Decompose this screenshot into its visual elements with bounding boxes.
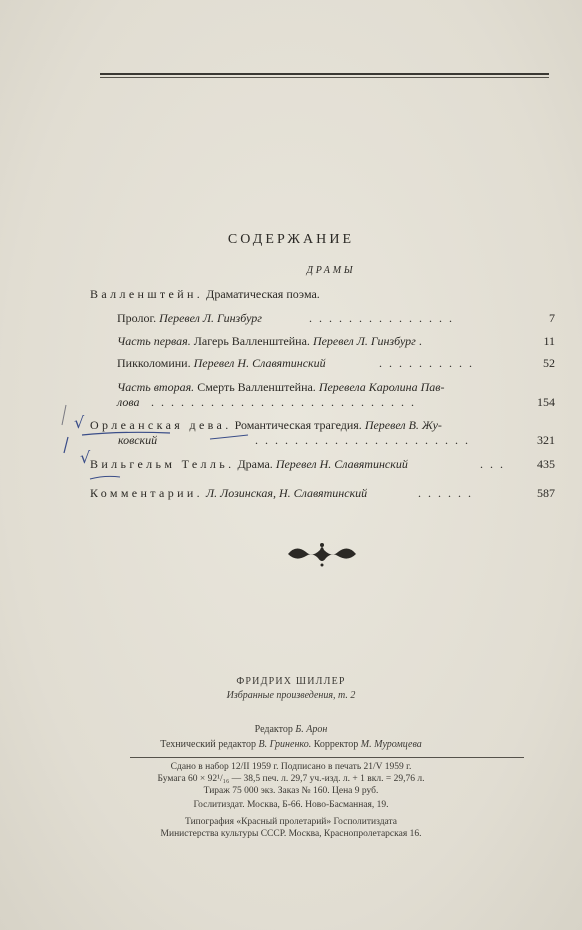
entry-part: Часть вторая.: [117, 380, 195, 394]
imprint-author: ФРИДРИХ ШИЛЛЕР: [236, 676, 346, 687]
entry-text: Смерть Валленштейна.: [194, 380, 319, 394]
entry-translator: Перевел В. Жу-: [364, 418, 442, 432]
imprint-work: Избранные произведения, т. 2: [226, 690, 356, 701]
tech-name: В. Гриненко.: [258, 739, 312, 750]
imprint-print-line3: Тираж 75 000 экз. Заказ № 160. Цена 9 руб.: [203, 786, 379, 796]
page-number: 11: [543, 334, 555, 348]
entry-translator: Перевел Л. Гинзбург: [312, 334, 416, 348]
entry-text: Пролог.: [117, 311, 160, 325]
entry-translator: Л. Лозинская, Н. Славятинский: [206, 486, 368, 500]
pen-strokes-icon: [60, 395, 280, 485]
top-rule-thin: [100, 77, 549, 78]
page-number: 587: [537, 486, 555, 500]
imprint-tech-editor: [0, 739, 582, 750]
leader-dots: . . . . . . . . . . . . . . . . . . . . . .: [255, 433, 470, 447]
imprint-publisher: Гослитиздат. Москва, Б-66. Ново-Басманная, 19.: [193, 800, 389, 810]
contents-title: СОДЕРЖАНИЕ: [227, 232, 355, 247]
editor-label: Редактор: [254, 724, 293, 735]
entry-genre: Драма.: [234, 457, 276, 471]
entry-genre: Драматическая поэма.: [203, 287, 320, 301]
leader-dots: . . . . . . . . . . . . . . .: [309, 311, 454, 325]
page-number: 435: [537, 457, 555, 471]
toc-entry-piccolomini: [117, 356, 555, 371]
page-number: 154: [537, 395, 555, 409]
entry-title: Орлеанская дева.: [90, 418, 232, 432]
imprint-rule: [130, 757, 524, 758]
leader-dots: . . . . . . . . . .: [379, 356, 474, 370]
leader-dots: . . . . . .: [418, 486, 473, 500]
entry-translator-cont: ковский: [118, 433, 158, 447]
toc-entry-comments: [90, 486, 555, 501]
page-number: 321: [537, 433, 555, 447]
corrector-name: М. Муромцева: [360, 739, 422, 750]
leader-dots: . . . . . . . . . . . . . . . . . . . . . . . . . . .: [151, 395, 416, 409]
imprint-print-line2: Бумага 60 × 92¹/₁₆ — 38,5 печ. л. 29,7 уч.-изд. л. + 1 вкл. = 29,76 л.: [157, 774, 425, 784]
entry-translator: Перевел Н. Славятинский: [275, 457, 408, 471]
imprint-print-line1: Сдано в набор 12/II 1959 г. Подписано в печать 21/V 1959 г.: [170, 762, 412, 772]
toc-entry-wallenstein: [90, 287, 555, 302]
pen-check-mark-icon: √: [80, 448, 91, 467]
entry-translator-cont: лова: [117, 395, 140, 409]
imprint-printer1: Типография «Красный пролетарий» Госполитиздата: [185, 817, 397, 827]
entry-text: Лагерь Валленштейна.: [190, 334, 313, 348]
corrector-label: Корректор: [313, 739, 359, 750]
toc-entry-part1: [117, 334, 555, 349]
page-number: 7: [549, 311, 555, 325]
page-number: 52: [543, 356, 555, 370]
ornament-flourish-icon: [286, 540, 358, 568]
entry-genre: Романтическая трагедия.: [231, 418, 365, 432]
imprint-editor: [0, 724, 582, 735]
editor-name: Б. Арон: [295, 724, 328, 735]
entry-title: Вильгельм Телль.: [90, 457, 235, 471]
top-rule: [100, 73, 549, 75]
imprint-printer2: Министерства культуры СССР. Москва, Краснопролетарская 16.: [160, 829, 422, 839]
section-heading: ДРАМЫ: [306, 265, 356, 276]
entry-title: Комментарии.: [90, 486, 203, 500]
entry-translator: Перевела Каролина Пав-: [318, 380, 445, 394]
entry-title: Валленштейн.: [90, 287, 204, 301]
entry-translator: Перевел Л. Гинзбург: [159, 311, 262, 325]
leader-dots: . . .: [480, 457, 505, 471]
entry-text: Пикколомини.: [117, 356, 194, 370]
tech-label: Технический редактор: [160, 739, 257, 750]
leader-dots: .: [415, 334, 422, 348]
pen-check-mark-icon: √: [74, 413, 85, 432]
entry-translator: Перевел Н. Славятинский: [193, 356, 326, 370]
entry-part: Часть первая.: [117, 334, 191, 348]
toc-entry-prolog: [117, 311, 555, 326]
